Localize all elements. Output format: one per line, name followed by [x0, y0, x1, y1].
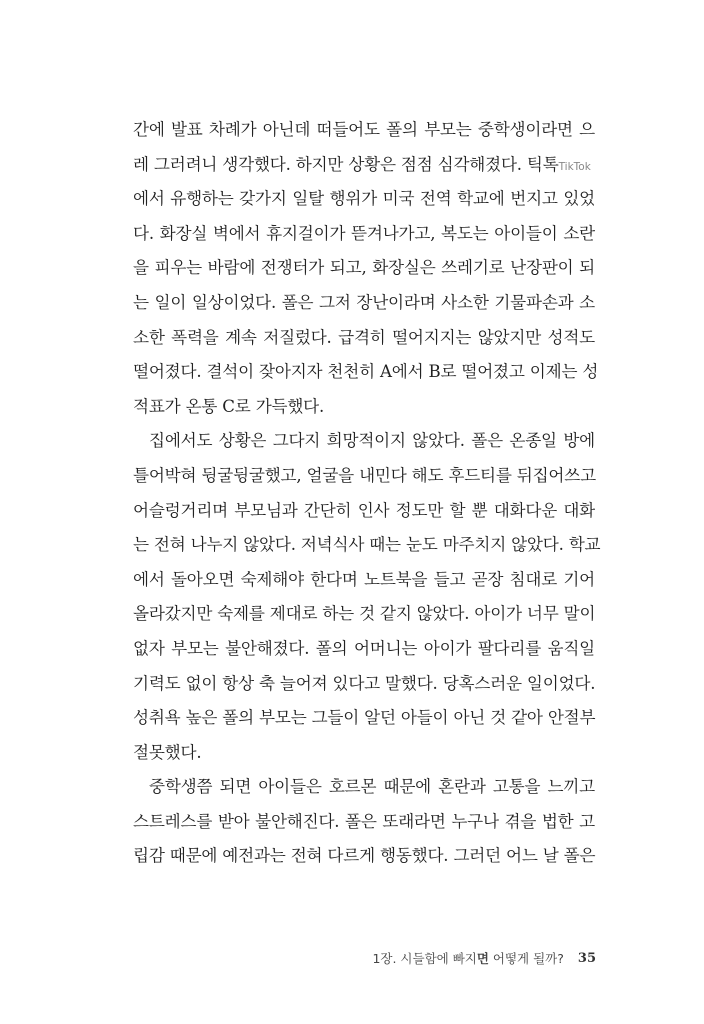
text-line: 집에서도 상황은 그다지 희망적이지 않았다. 폴은 온종일 방에 [149, 431, 595, 451]
text-line: 절못했다. [133, 742, 202, 762]
text-line: 올라갔지만 숙제를 제대로 하는 것 같지 않았다. 아이가 너무 말이 [133, 604, 596, 624]
running-footer-chapter-title [372, 949, 563, 967]
text-line: 을 피우는 바람에 전쟁터가 되고, 화장실은 쓰레기로 난장판이 되 [133, 258, 595, 278]
text-line: 스트레스를 받아 불안해진다. 폴은 또래라면 누구나 겪을 법한 고 [133, 811, 595, 831]
text-line: 에서 유행하는 갖가지 일탈 행위가 미국 전역 학교에 번지고 있었 [133, 189, 595, 209]
text-line: 립감 때문에 예전과는 전혀 다르게 행동했다. 그러던 어느 날 폴은 [133, 846, 596, 866]
text-line: 중학생쯤 되면 아이들은 호르몬 때문에 혼란과 고통을 느끼고 [149, 777, 595, 797]
text-line: 기력도 없이 항상 축 늘어져 있다고 말했다. 당혹스러운 일이었다. [133, 673, 596, 693]
text-line: 적표가 온통 C로 가득했다. [133, 396, 325, 416]
text-line: 는 일이 일상이었다. 폴은 그저 장난이라며 사소한 기물파손과 소 [133, 292, 595, 312]
text-line: 성취욕 높은 폴의 부모는 그들이 알던 아들이 아닌 것 같아 안절부 [133, 708, 596, 728]
text-line: 없자 부모는 불안해졌다. 폴의 어머니는 아이가 팔다리를 움직일 [133, 638, 595, 658]
chapter-title-part: 1장. 시들함에 빠지 [372, 951, 477, 966]
gloss-annotation: TikTok [558, 160, 591, 173]
text-line: 간에 발표 차례가 아닌데 떠들어도 폴의 부모는 중학생이라면 으 [133, 120, 595, 139]
page-number: 35 [577, 950, 596, 966]
text-line [133, 148, 595, 183]
page-footer [360, 948, 596, 968]
chapter-title-bold-part: 면 [476, 951, 489, 966]
text-line: 다. 화장실 벽에서 휴지걸이가 뜯겨나가고, 복도는 아이들이 소란 [133, 223, 595, 243]
text-line: 어슬렁거리며 부모님과 간단히 인사 정도만 할 뿐 대화다운 대화 [133, 500, 595, 520]
body-text [133, 113, 601, 874]
text-line: 에서 돌아오면 숙제해야 한다며 노트북을 들고 곧장 침대로 기어 [133, 569, 595, 589]
text-line: 떨어졌다. 결석이 잦아지자 천천히 A에서 B로 떨어졌고 이제는 성 [133, 362, 599, 382]
chapter-title-part: 어떻게 될까? [488, 951, 564, 966]
text-line: 틀어박혀 뒹굴뒹굴했고, 얼굴을 내민다 해도 후드티를 뒤집어쓰고 [133, 465, 596, 485]
text-line-content: 레 그러려니 생각했다. 하지만 상황은 점점 심각해졌다. 틱톡 [133, 154, 559, 174]
text-line: 는 전혀 나누지 않았다. 저녁식사 때는 눈도 마주치지 않았다. 학교 [133, 535, 601, 555]
text-line: 소한 폭력을 계속 저질렀다. 급격히 떨어지지는 않았지만 성적도 [133, 327, 595, 347]
